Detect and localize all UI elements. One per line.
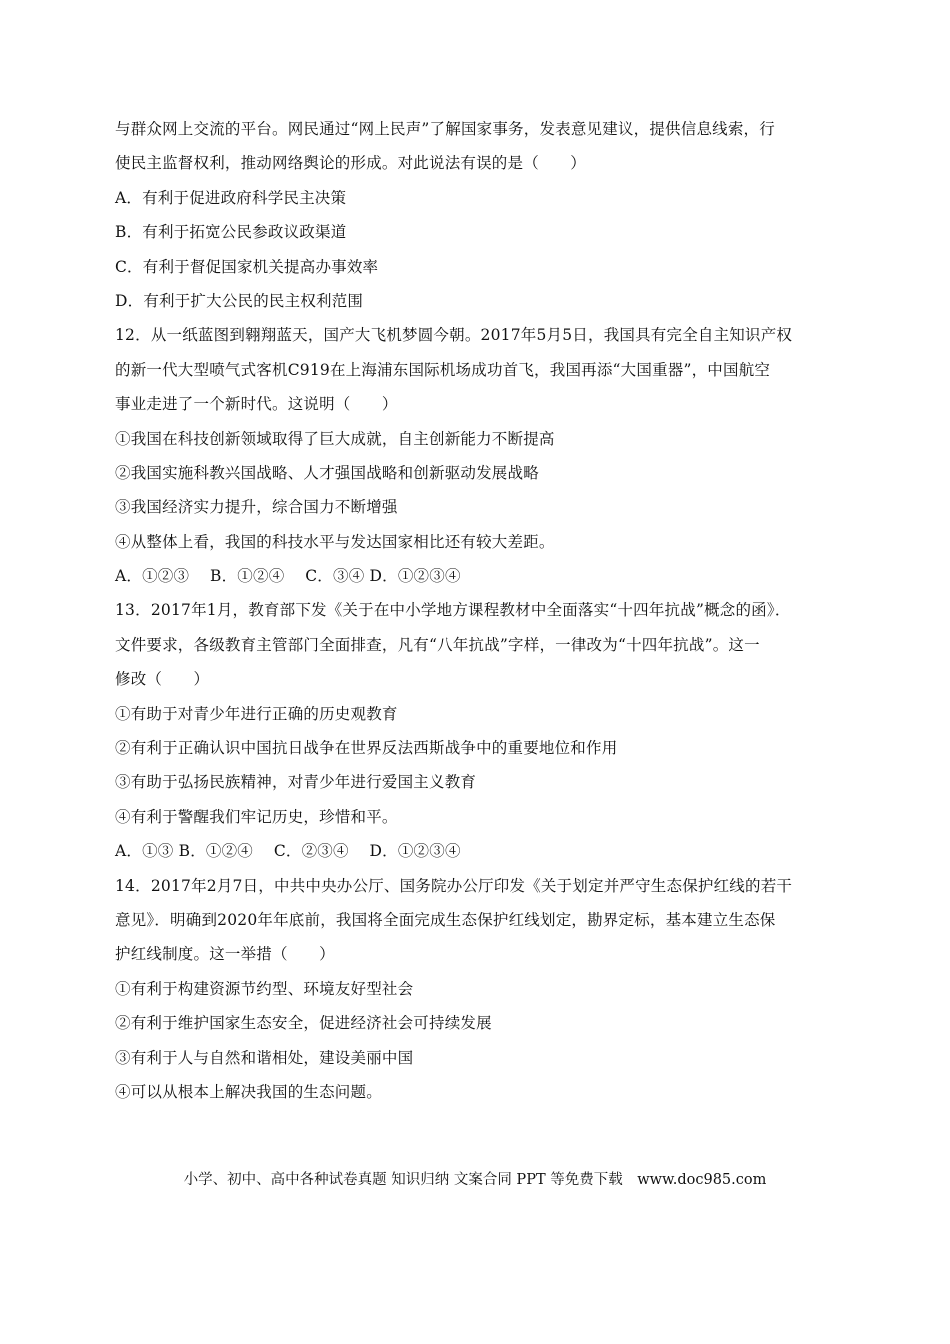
option-line: D．有利于扩大公民的民主权利范围	[115, 291, 364, 310]
statement-line: ④有利于警醒我们牢记历史，珍惜和平。	[115, 807, 398, 826]
text-line: 的新一代大型喷气式客机C919在上海浦东国际机场成功首飞，我国再添“大国重器”，中国航空	[115, 360, 771, 379]
question-13-stem: 13．2017年1月，教育部下发《关于在中小学地方课程教材中全面落实“十四年抗战”概念的函》．	[115, 601, 791, 620]
statement-line: ①我国在科技创新领域取得了巨大成就，自主创新能力不断提高	[115, 429, 555, 448]
text-line: 使民主监督权利，推动网络舆论的形成。对此说法有误的是（ ）	[115, 154, 587, 173]
option-line: B．有利于拓宽公民参政议政渠道	[115, 223, 347, 242]
text-line: 事业走进了一个新时代。这说明（ ）	[115, 395, 398, 414]
text-line: 与群众网上交流的平台。网民通过“网上民声”了解国家事务，发表意见建议，提供信息线索，行	[115, 120, 775, 138]
question-14-stem: 14．2017年2月7日，中共中央办公厅、国务院办公厅印发《关于划定并严守生态保护红线的若干	[115, 876, 793, 895]
statement-line: ③有利于人与自然和谐相处，建设美丽中国	[115, 1048, 414, 1067]
statement-line: ③有助于弘扬民族精神，对青少年进行爱国主义教育	[115, 773, 477, 792]
statement-line: ④可以从根本上解决我国的生态问题。	[115, 1082, 382, 1101]
text-line: 文件要求，各级教育主管部门全面排查，凡有“八年抗战”字样，一律改为“十四年抗战”。这一	[115, 635, 760, 654]
question-12-stem: 12．从一纸蓝图到翱翔蓝天，国产大飞机梦圆今朝。2017年5月5日，我国具有完全自主知识产权	[115, 326, 793, 345]
options-line: A．①③ B．①②④ C．②③④ D．①②③④	[115, 842, 461, 861]
statement-line: ②我国实施科教兴国战略、人才强国战略和创新驱动发展战略	[115, 463, 539, 482]
statement-line: ②有利于维护国家生态安全，促进经济社会可持续发展	[115, 1014, 492, 1033]
statement-line: ②有利于正确认识中国抗日战争在世界反法西斯战争中的重要地位和作用	[115, 739, 618, 758]
option-line: A．有利于促进政府科学民主决策	[115, 188, 347, 207]
page-footer: 小学、初中、高中各种试卷真题 知识归纳 文案合同 PPT 等免费下载 www.doc985.com	[183, 1172, 767, 1188]
text-line: 护红线制度。这一举措（ ）	[115, 945, 335, 964]
statement-line: ①有助于对青少年进行正确的历史观教育	[115, 704, 398, 723]
text-line: 意见》．明确到2020年年底前，我国将全面完成生态保护红线划定，勘界定标，基本建立生态保	[115, 910, 776, 929]
text-line: 修改（ ）	[115, 670, 210, 689]
option-line: C．有利于督促国家机关提高办事效率	[115, 257, 379, 276]
document-body	[115, 112, 840, 1109]
statement-line: ④从整体上看，我国的科技水平与发达国家相比还有较大差距。	[115, 532, 555, 551]
statement-line: ①有利于构建资源节约型、环境友好型社会	[115, 979, 414, 998]
options-line: A．①②③ B．①②④ C．③④ D．①②③④	[115, 567, 461, 586]
statement-line: ③我国经济实力提升，综合国力不断增强	[115, 498, 398, 517]
